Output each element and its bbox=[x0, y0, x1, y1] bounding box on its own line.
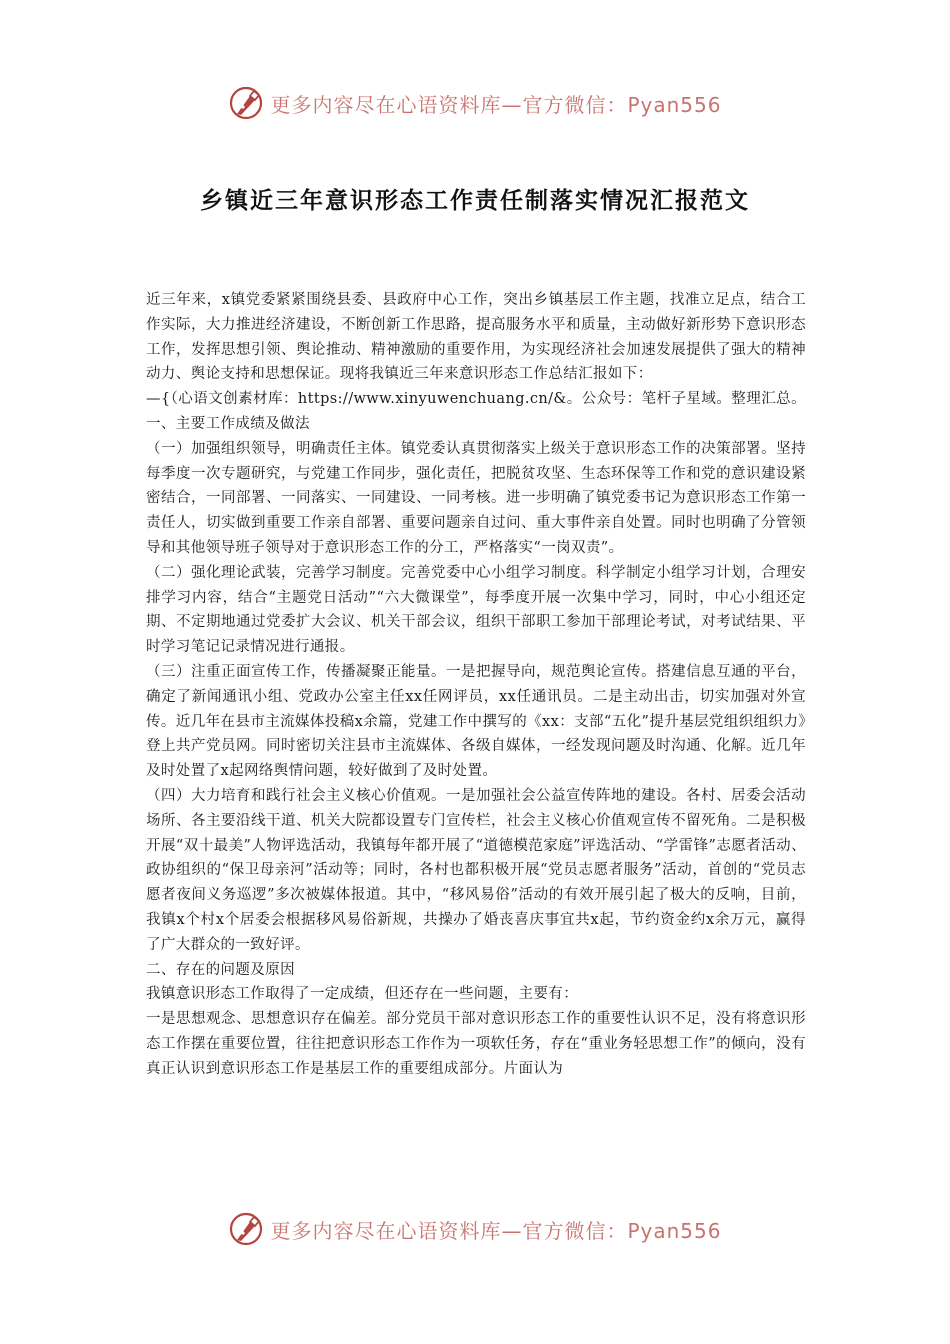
pen-nib-logo-icon bbox=[228, 1211, 264, 1247]
paragraph: 我镇意识形态工作取得了一定成绩，但还存在一些问题，主要有： bbox=[146, 986, 579, 1003]
document-body bbox=[146, 288, 806, 1082]
pen-nib-logo-icon bbox=[228, 85, 264, 121]
header-watermark bbox=[0, 81, 950, 125]
watermark-text: 更多内容尽在心语资料库—官方微信：Pyan556 bbox=[270, 1218, 722, 1243]
footer-watermark bbox=[0, 1207, 950, 1251]
section-heading: 二、存在的问题及原因 bbox=[146, 961, 295, 978]
paragraph: （二）强化理论武装，完善学习制度。完善党委中心小组学习制度。科学制定小组学习计划，合理安排学习内容，结合“主题党日活动”“六大微课堂”，每季度开展一次集中学习，同时，中心小组还定期、不定期地通过党委扩大会议、机关干部会议，组织干部职工参加干部理论考试，对考试结果、平时学习笔记记录情况进行通报。 bbox=[146, 564, 806, 656]
paragraph: （四）大力培育和践行社会主义核心价值观。一是加强社会公益宣传阵地的建设。各村、居委会活动场所、各主要沿线干道、机关大院都设置专门宣传栏，社会主义核心价值观宣传不留死角。二是积极开展“双十最美”人物评选活动，我镇每年都开展了“道德模范家庭”评选活动、“学雷锋”志愿者活动、政协组织的“保卫母亲河”活动等；同时，各村也都积极开展“党员志愿者服务”活动，首创的“党员志愿者夜间义务巡逻”多次被媒体报道。其中，“移风易俗”活动的有效开展引起了极大的反响，目前，我镇x个村x个居委会根据移风易俗新规，共操办了婚丧喜庆事宜共x起，节约资金约x余万元，赢得了广大群众的一致好评。 bbox=[146, 787, 806, 953]
paragraph: —{（心语文创素材库：https://www.xinyuwenchuang.cn/&。公众号：笔杆子星域。整理汇总。一、主要工作成绩及做法 bbox=[146, 391, 806, 432]
watermark-text: 更多内容尽在心语资料库—官方微信：Pyan556 bbox=[270, 92, 722, 117]
document-title: 乡镇近三年意识形态工作责任制落实情况汇报范文 bbox=[200, 188, 750, 214]
paragraph: （三）注重正面宣传工作，传播凝聚正能量。一是把握导向，规范舆论宣传。搭建信息互通的平台，确定了新闻通讯小组、党政办公室主任xx任网评员，xx任通讯员。二是主动出击，切实加强对外宣传。近几年在县市主流媒体投稿x余篇，党建工作中撰写的《xx：支部“五化”提升基层党组织组织力》登上共产党员网。同时密切关注县市主流媒体、各级自媒体，一经发现问题及时沟通、化解。近几年及时处置了x起网络舆情问题，较好做到了及时处置。 bbox=[146, 663, 806, 780]
paragraph: 近三年来，x镇党委紧紧围绕县委、县政府中心工作，突出乡镇基层工作主题，找准立足点，结合工作实际，大力推进经济建设，不断创新工作思路，提高服务水平和质量，主动做好新形势下意识形态工作，发挥思想引领、舆论推动、精神激励的重要作用，为实现经济社会加速发展提供了强大的精神动力、舆论支持和思想保证。现将我镇近三年来意识形态工作总结汇报如下： bbox=[146, 292, 806, 383]
paragraph: （一）加强组织领导，明确责任主体。镇党委认真贯彻落实上级关于意识形态工作的决策部署。坚持每季度一次专题研究，与党建工作同步，强化责任，把脱贫攻坚、生态环保等工作和党的意识建设紧密结合，一同部署、一同落实、一同建设、一同考核。进一步明确了镇党委书记为意识形态工作第一责任人，切实做到重要工作亲自部署、重要问题亲自过问、重大事件亲自处置。同时也明确了分管领导和其他领导班子领导对于意识形态工作的分工，严格落实“一岗双责”。 bbox=[146, 440, 806, 556]
paragraph: 一是思想观念、思想意识存在偏差。部分党员干部对意识形态工作的重要性认识不足，没有将意识形态工作摆在重要位置，往往把意识形态工作作为一项软任务，存在“重业务轻思想工作”的倾向，没有真正认识到意识形态工作是基层工作的重要组成部分。片面认为 bbox=[146, 1011, 806, 1077]
